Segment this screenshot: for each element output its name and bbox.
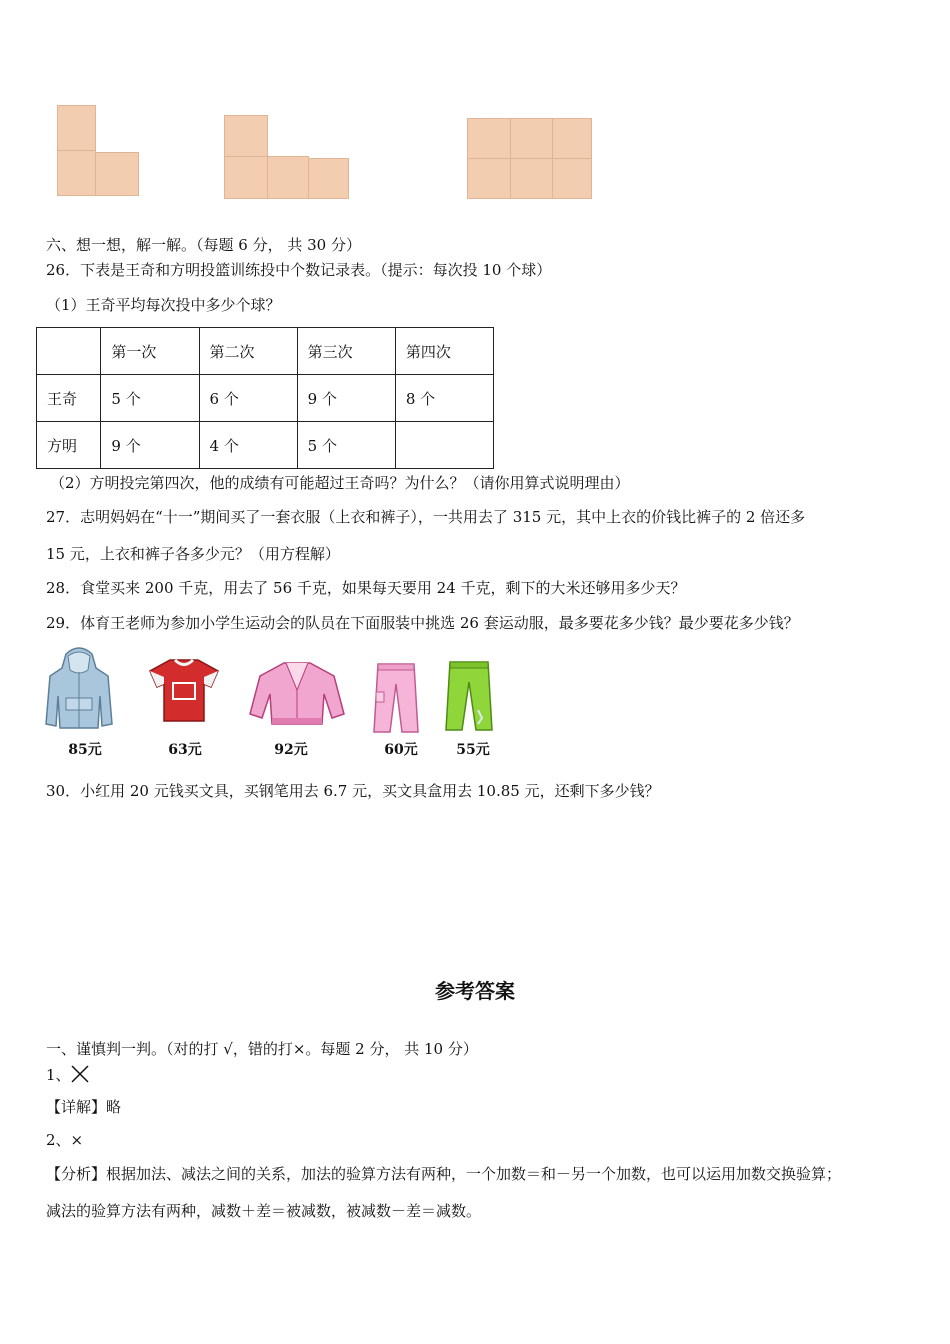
question-28: 28．食堂买来 200 千克，用去了 56 千克，如果每天要用 24 千克，剩下的大米还够用多少天？ <box>46 579 686 597</box>
question-29: 29．体育王老师为参加小学生运动会的队员在下面服装中挑选 26 套运动服，最多要花多少钱？最少要花多少钱？ <box>46 614 799 632</box>
block-square <box>308 158 349 199</box>
answer-2: 2、× <box>46 1131 84 1149</box>
answer-1-label: 1、 <box>46 1066 71 1084</box>
question-26: 26．下表是王奇和方明投篮训练投中个数记录表。（提示：每次投 10 个球） <box>46 261 552 279</box>
green-pants-image <box>444 660 494 732</box>
cross-mark-icon <box>71 1065 89 1083</box>
table-cell: 8 个 <box>395 375 493 422</box>
score-table <box>36 327 494 469</box>
price-label: 55元 <box>456 742 490 758</box>
section-heading: 六、想一想，解一解。（每题 6 分， 共 30 分） <box>46 236 361 254</box>
table-cell <box>395 422 493 469</box>
block-square <box>552 118 592 159</box>
question-27-line-1: 27．志明妈妈在“十一”期间买了一套衣服（上衣和裤子），一共用去了 315 元，其中上衣的价钱比裤子的 2 倍还多 <box>46 508 806 526</box>
question-26-part-1: （1）王奇平均每次投中多少个球？ <box>46 296 281 314</box>
block-square <box>224 115 268 157</box>
tshirt-image <box>148 657 220 723</box>
table-cell: 4 个 <box>199 422 297 469</box>
price-label: 63元 <box>168 742 202 758</box>
table-header-cell: 第一次 <box>101 328 199 375</box>
answer-2-analysis-line-2: 减法的验算方法有两种，减数＋差＝被减数，被减数－差＝减数。 <box>46 1202 482 1220</box>
block-square <box>267 156 309 199</box>
hoodie-image <box>44 646 114 732</box>
price-label: 60元 <box>384 742 418 758</box>
table-cell: 5 个 <box>101 375 199 422</box>
block-square <box>95 152 139 196</box>
block-square <box>467 118 511 159</box>
table-cell: 王奇 <box>37 375 101 422</box>
table-header-cell: 第四次 <box>395 328 493 375</box>
block-square <box>552 158 592 199</box>
question-30: 30．小红用 20 元钱买文具，买钢笔用去 6.7 元，买文具盒用去 10.85 元，还剩下多少钱？ <box>46 782 660 800</box>
answers-section-heading: 一、谨慎判一判。（对的打 √，错的打×。每题 2 分， 共 10 分） <box>46 1040 478 1058</box>
table-row <box>37 422 494 469</box>
block-square <box>57 150 96 196</box>
block-square <box>224 156 268 199</box>
block-square <box>510 158 553 199</box>
table-header-cell: 第三次 <box>297 328 395 375</box>
table-cell: 5 个 <box>297 422 395 469</box>
answer-1-detail: 【详解】略 <box>46 1098 122 1116</box>
table-header-row <box>37 328 494 375</box>
table-row <box>37 375 494 422</box>
block-square <box>510 118 553 159</box>
table-header-cell: 第二次 <box>199 328 297 375</box>
price-label: 85元 <box>68 742 102 758</box>
price-label: 92元 <box>274 742 308 758</box>
answer-2-analysis-line-1: 【分析】根据加法、减法之间的关系，加法的验算方法有两种，一个加数＝和－另一个加数，也可以运用加数交换验算； <box>46 1165 842 1183</box>
block-square <box>467 158 511 199</box>
pink-pants-image <box>372 662 420 734</box>
table-cell: 9 个 <box>297 375 395 422</box>
question-26-part-2: （2）方明投完第四次，他的成绩有可能超过王奇吗？为什么？（请你用算式说明理由） <box>50 474 630 492</box>
table-cell <box>37 328 101 375</box>
table-cell: 9 个 <box>101 422 199 469</box>
jacket-image <box>248 660 346 728</box>
table-cell: 方明 <box>37 422 101 469</box>
question-27-line-2: 15 元，上衣和裤子各多少元？（用方程解） <box>46 545 340 563</box>
block-square <box>57 105 96 151</box>
table-cell: 6 个 <box>199 375 297 422</box>
answers-title: 参考答案 <box>435 979 515 1003</box>
